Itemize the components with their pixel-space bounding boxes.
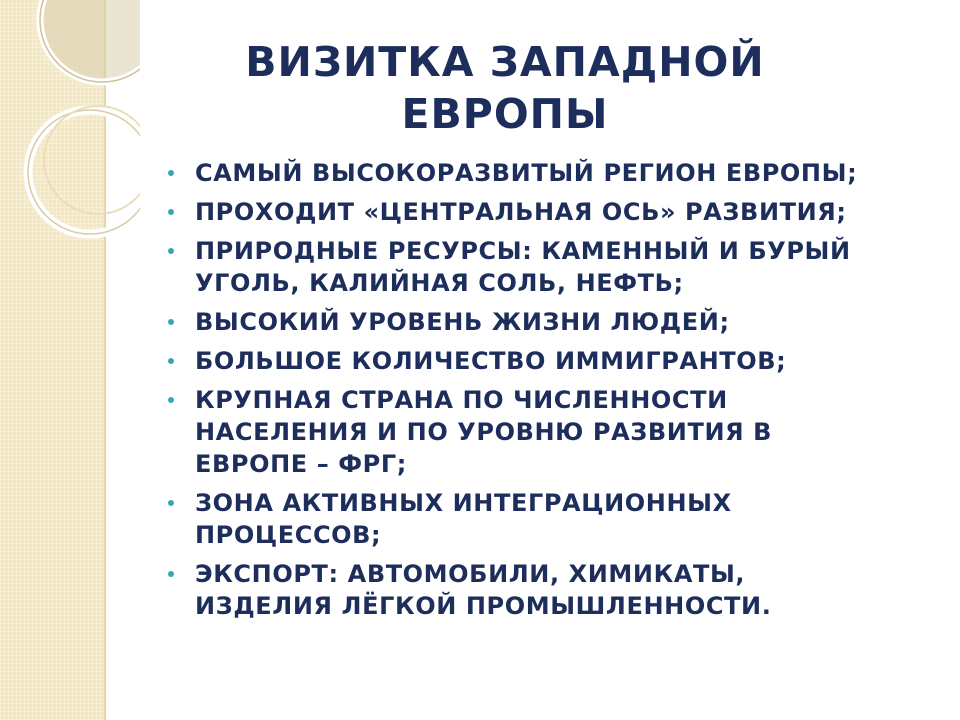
bullet-dot-icon — [168, 500, 174, 506]
slide-title-line-2: ЕВРОПЫ — [401, 90, 609, 138]
bullet-item-8 — [168, 558, 928, 622]
decorative-ring-top — [40, 0, 140, 82]
bullet-dot-icon — [168, 170, 174, 176]
bullet-dot-icon — [168, 209, 174, 215]
bullet-text: ВЫСОКИЙ УРОВЕНЬ ЖИЗНИ ЛЮДЕЙ; — [195, 308, 730, 336]
bullet-dot-icon — [168, 358, 174, 364]
slide-title — [160, 36, 850, 140]
bullet-item-3 — [168, 235, 928, 299]
bullet-text: КРУПНАЯ СТРАНА ПО ЧИСЛЕННОСТИ — [195, 386, 728, 414]
bullet-text: ЗОНА АКТИВНЫХ ИНТЕГРАЦИОННЫХ — [195, 489, 732, 517]
bullet-text: ЭКСПОРТ: АВТОМОБИЛИ, ХИМИКАТЫ, — [195, 560, 746, 588]
bullet-dot-icon — [168, 571, 174, 577]
bullet-list — [168, 157, 928, 629]
bullet-item-5 — [168, 345, 928, 377]
bullet-dot-icon — [168, 319, 174, 325]
slide-title-line-1: ВИЗИТКА ЗАПАДНОЙ — [245, 38, 765, 86]
decorative-rings — [0, 0, 140, 260]
bullet-item-6 — [168, 384, 928, 480]
bullet-item-7 — [168, 487, 928, 551]
bullet-dot-icon — [168, 248, 174, 254]
bullet-text: НАСЕЛЕНИЯ И ПО УРОВНЮ РАЗВИТИЯ В — [195, 418, 773, 446]
bullet-text: ПРОХОДИТ «ЦЕНТРАЛЬНАЯ ОСЬ» РАЗВИТИЯ; — [195, 198, 847, 226]
bullet-text: БОЛЬШОЕ КОЛИЧЕСТВО ИММИГРАНТОВ; — [195, 347, 787, 375]
bullet-text: ИЗДЕЛИЯ ЛЁГКОЙ ПРОМЫШЛЕННОСТИ. — [195, 592, 772, 620]
bullet-text: ПРИРОДНЫЕ РЕСУРСЫ: КАМЕННЫЙ И БУРЫЙ — [195, 237, 851, 265]
bullet-dot-icon — [168, 397, 174, 403]
bullet-text: УГОЛЬ, КАЛИЙНАЯ СОЛЬ, НЕФТЬ; — [195, 269, 684, 297]
bullet-text: ЕВРОПЕ – ФРГ; — [195, 450, 407, 478]
bullet-item-4 — [168, 306, 928, 338]
bullet-item-2 — [168, 196, 928, 228]
bullet-text: ПРОЦЕССОВ; — [195, 521, 382, 549]
bullet-item-1 — [168, 157, 928, 189]
bullet-text: САМЫЙ ВЫСОКОРАЗВИТЫЙ РЕГИОН ЕВРОПЫ; — [195, 159, 858, 187]
